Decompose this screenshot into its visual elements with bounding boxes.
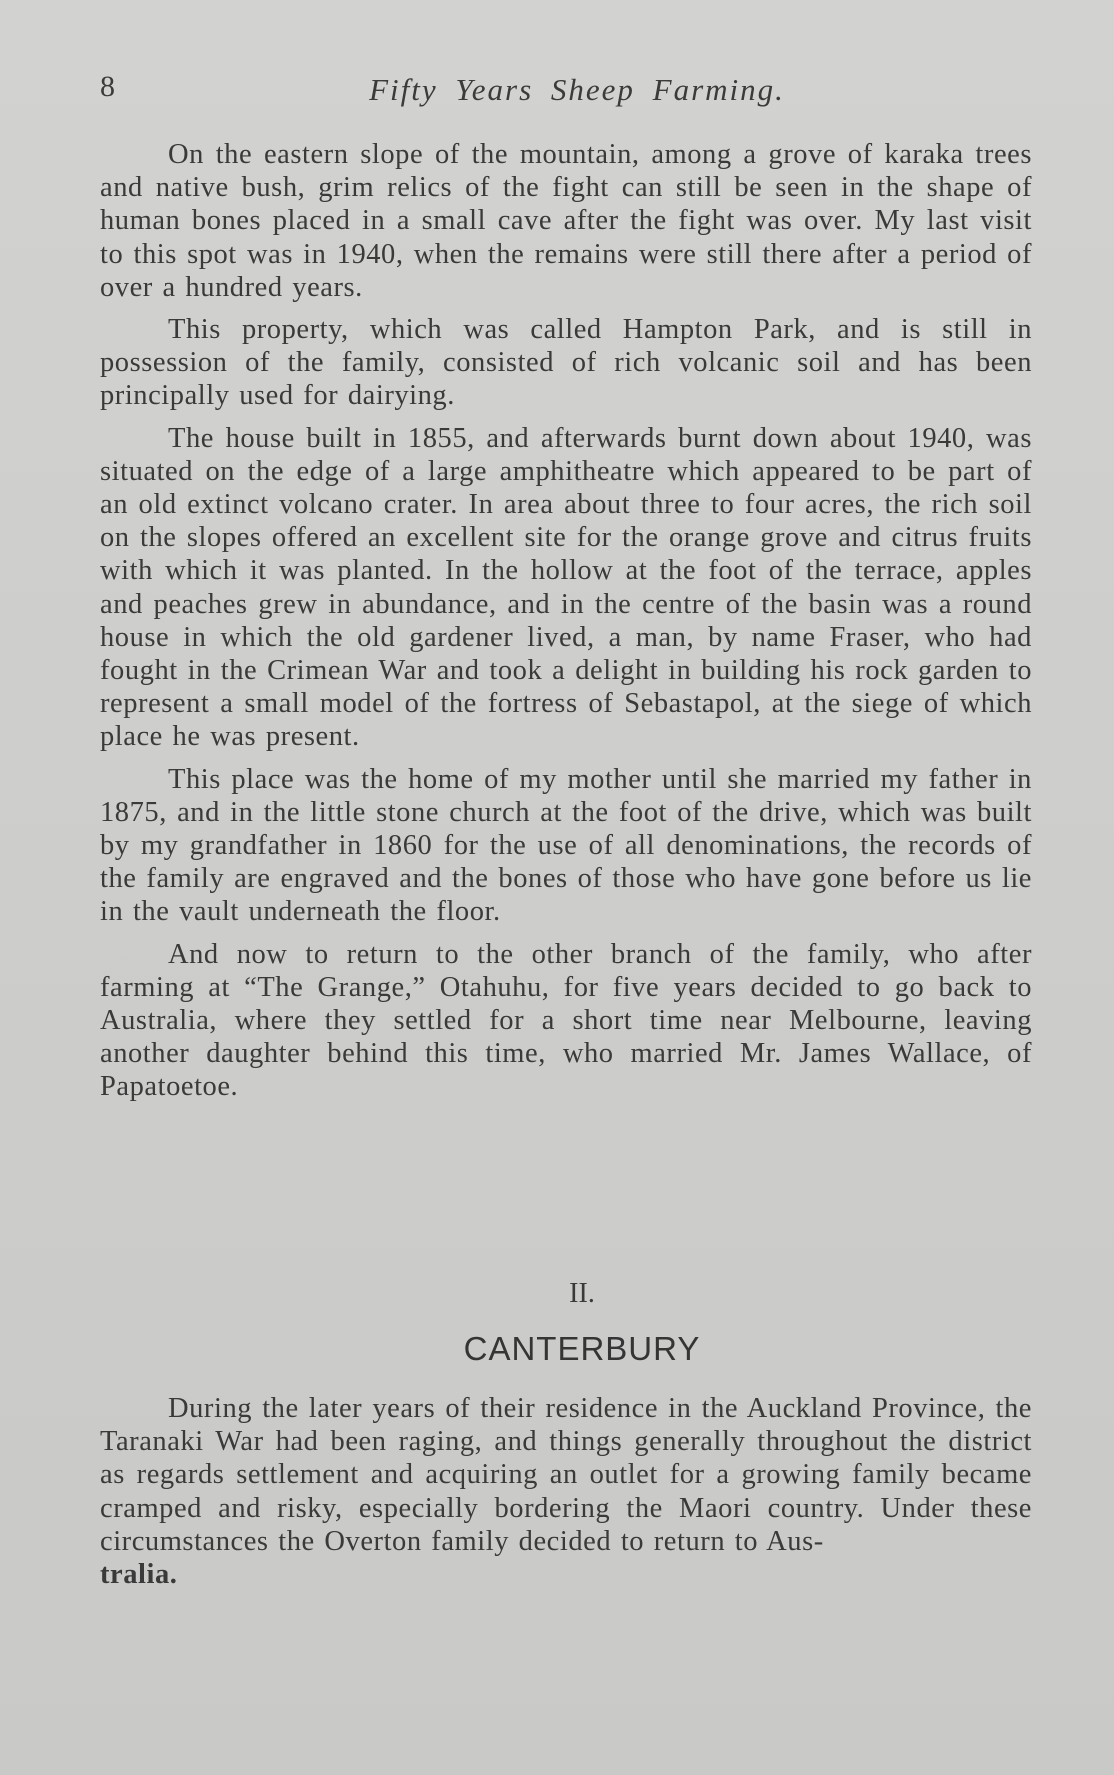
running-title: Fifty Years Sheep Farming. bbox=[369, 72, 785, 107]
paragraph-4: This place was the home of my mother until she married my father in 1875, and in the little stone church at the foot of the drive, which was built by my grandfather in 1860 for the use of all denominations, the records of the family are engraved and the bones of those who have gone before us lie in the vault underneath the floor. bbox=[100, 763, 1032, 928]
body-text bbox=[100, 138, 1032, 1113]
section-paragraph-text: During the later years of their residence in the Auckland Province, the Taranaki War had been raging, and things generally throughout the district as regards settlement and acquiring an outlet for a growing family became cramped and risky, especially bordering the Maori country. Under these circumstances the Overton family decided to return to Aus- bbox=[100, 1393, 1032, 1557]
paragraph-2: This property, which was called Hampton Park, and is still in possession of the family, consisted of rich volcanic soil and has been principally used for dairying. bbox=[100, 314, 1032, 412]
section-body bbox=[100, 1392, 1032, 1600]
section-title: CANTERBURY bbox=[463, 1330, 701, 1367]
page-number: 8 bbox=[100, 70, 115, 103]
paragraph-1: On the eastern slope of the mountain, among a grove of karaka trees and native bush, grim relics of the fight can still be seen in the shape of human bones placed in a small cave after the fight was over. My last visit to this spot was in 1940, when the remains were still there after a period of over a hundred years. bbox=[100, 139, 1032, 303]
paragraph-5: And now to return to the other branch of the family, who after farming at “The Grange,” Otahuhu, for five years decided to go back to Australia, where they settled for a short time near Melbourne, leaving another daughter behind this time, who married Mr. James Wallace, of Papatoetoe. bbox=[100, 938, 1032, 1103]
section-number: II. bbox=[569, 1278, 595, 1309]
section-paragraph bbox=[100, 1392, 1032, 1591]
paragraph-3: The house built in 1855, and afterwards burnt down about 1940, was situated on the edge of a large amphitheatre which appeared to be part of an old extinct volcano crater. In area about three to four acres, the rich soil on the slopes offered an excellent site for the orange grove and citrus fruits with which it was planted. In the hollow at the foot of the terrace, apples and peaches grew in abundance, and in the centre of the basin was a round house in which the old gardener lived, a man, by name Fraser, who had fought in the Crimean War and took a delight in building his rock garden to represent a small model of the fortress of Sebastapol, at the siege of which place he was present. bbox=[100, 422, 1032, 753]
section-paragraph-tail: tralia. bbox=[100, 1559, 178, 1591]
